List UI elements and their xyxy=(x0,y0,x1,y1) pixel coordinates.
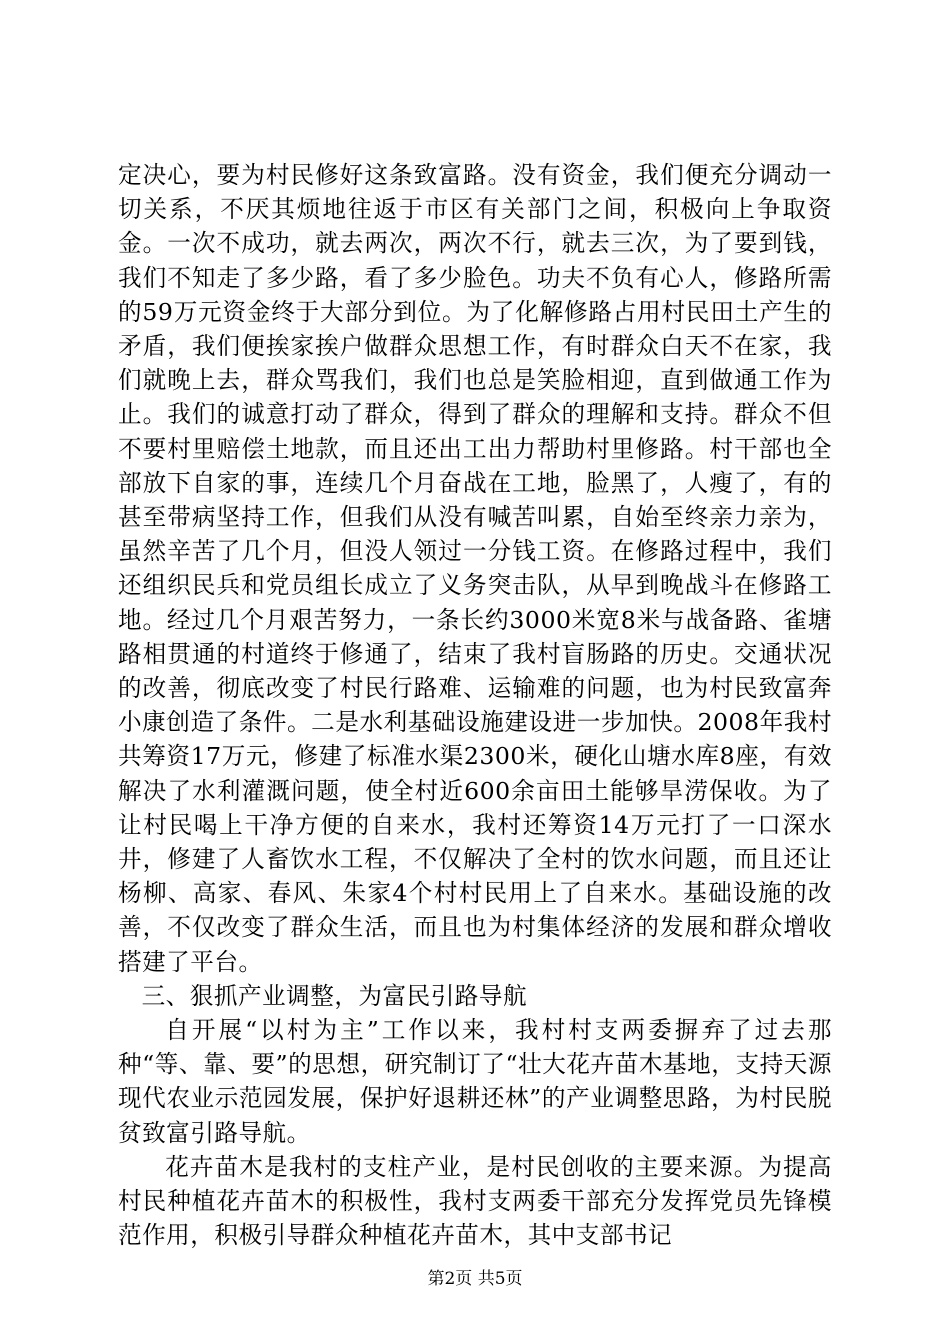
section-heading-industry: 三、狠抓产业调整，为富民引路导航 xyxy=(141,981,528,1010)
paragraph-flower-nursery: 花卉苗木是我村的支柱产业，是村民创收的主要来源。为提高村民种植花卉苗木的积极性，我村支两委干部充分发挥党员先锋模范作用，积极引导群众种植花卉苗木，其中支部书记 xyxy=(118,1152,832,1250)
paragraph-industry-intro: 自开展“以村为主”工作以来，我村村支两委摒弃了过去那种“等、靠、要”的思想，研究制订了“壮大花卉苗木基地，支持天源现代农业示范园发展，保护好退耕还林”的产业调整思路，为村民脱贫致富引路导航。 xyxy=(118,1016,832,1147)
document-body xyxy=(118,158,832,1253)
page-number-footer: 第2页 共5页 xyxy=(427,1269,523,1289)
paragraph-road-and-water: 定决心，要为村民修好这条致富路。没有资金，我们便充分调动一切关系，不厌其烦地往返于市区有关部门之间，积极向上争取资金。一次不成功，就去两次，两次不行，就去三次，为了要到钱，我们不知走了多少路，看了多少脸色。功夫不负有心人，修路所需的59万元资金终于大部分到位。为了化解修路占用村民田土产生的矛盾，我们便挨家挨户做群众思想工作，有时群众白天不在家，我们就晚上去，群众骂我们，我们也总是笑脸相迎，直到做通工作为止。我们的诚意打动了群众，得到了群众的理解和支持。群众不但不要村里赔偿土地款，而且还出工出力帮助村里修路。村干部也全部放下自家的事，连续几个月奋战在工地，脸黑了，人瘦了，有的甚至带病坚持工作，但我们从没有喊苦叫累，自始至终亲力亲为，虽然辛苦了几个月，但没人领过一分钱工资。在修路过程中，我们还组织民兵和党员组长成立了义务突击队，从早到晚战斗在修路工地。经过几个月艰苦努力，一条长约3000米宽8米与战备路、雀塘路相贯通的村道终于修通了，结束了我村盲肠路的历史。交通状况的改善，彻底改变了村民行路难、运输难的问题，也为村民致富奔小康创造了条件。二是水利基础设施建设进一步加快。2008年我村共筹资17万元，修建了标准水渠2300米，硬化山塘水库8座，有效解决了水利灌溉问题，使全村近600余亩田土能够旱涝保收。为了让村民喝上干净方便的自来水，我村还筹资14万元打了一口深水井，修建了人畜饮水工程，不仅解决了全村的饮水问题，而且还让杨柳、高家、春风、朱家4个村村民用上了自来水。基础设施的改善，不仅改变了群众生活，而且也为村集体经济的发展和群众增收搭建了平台。 xyxy=(118,161,832,976)
